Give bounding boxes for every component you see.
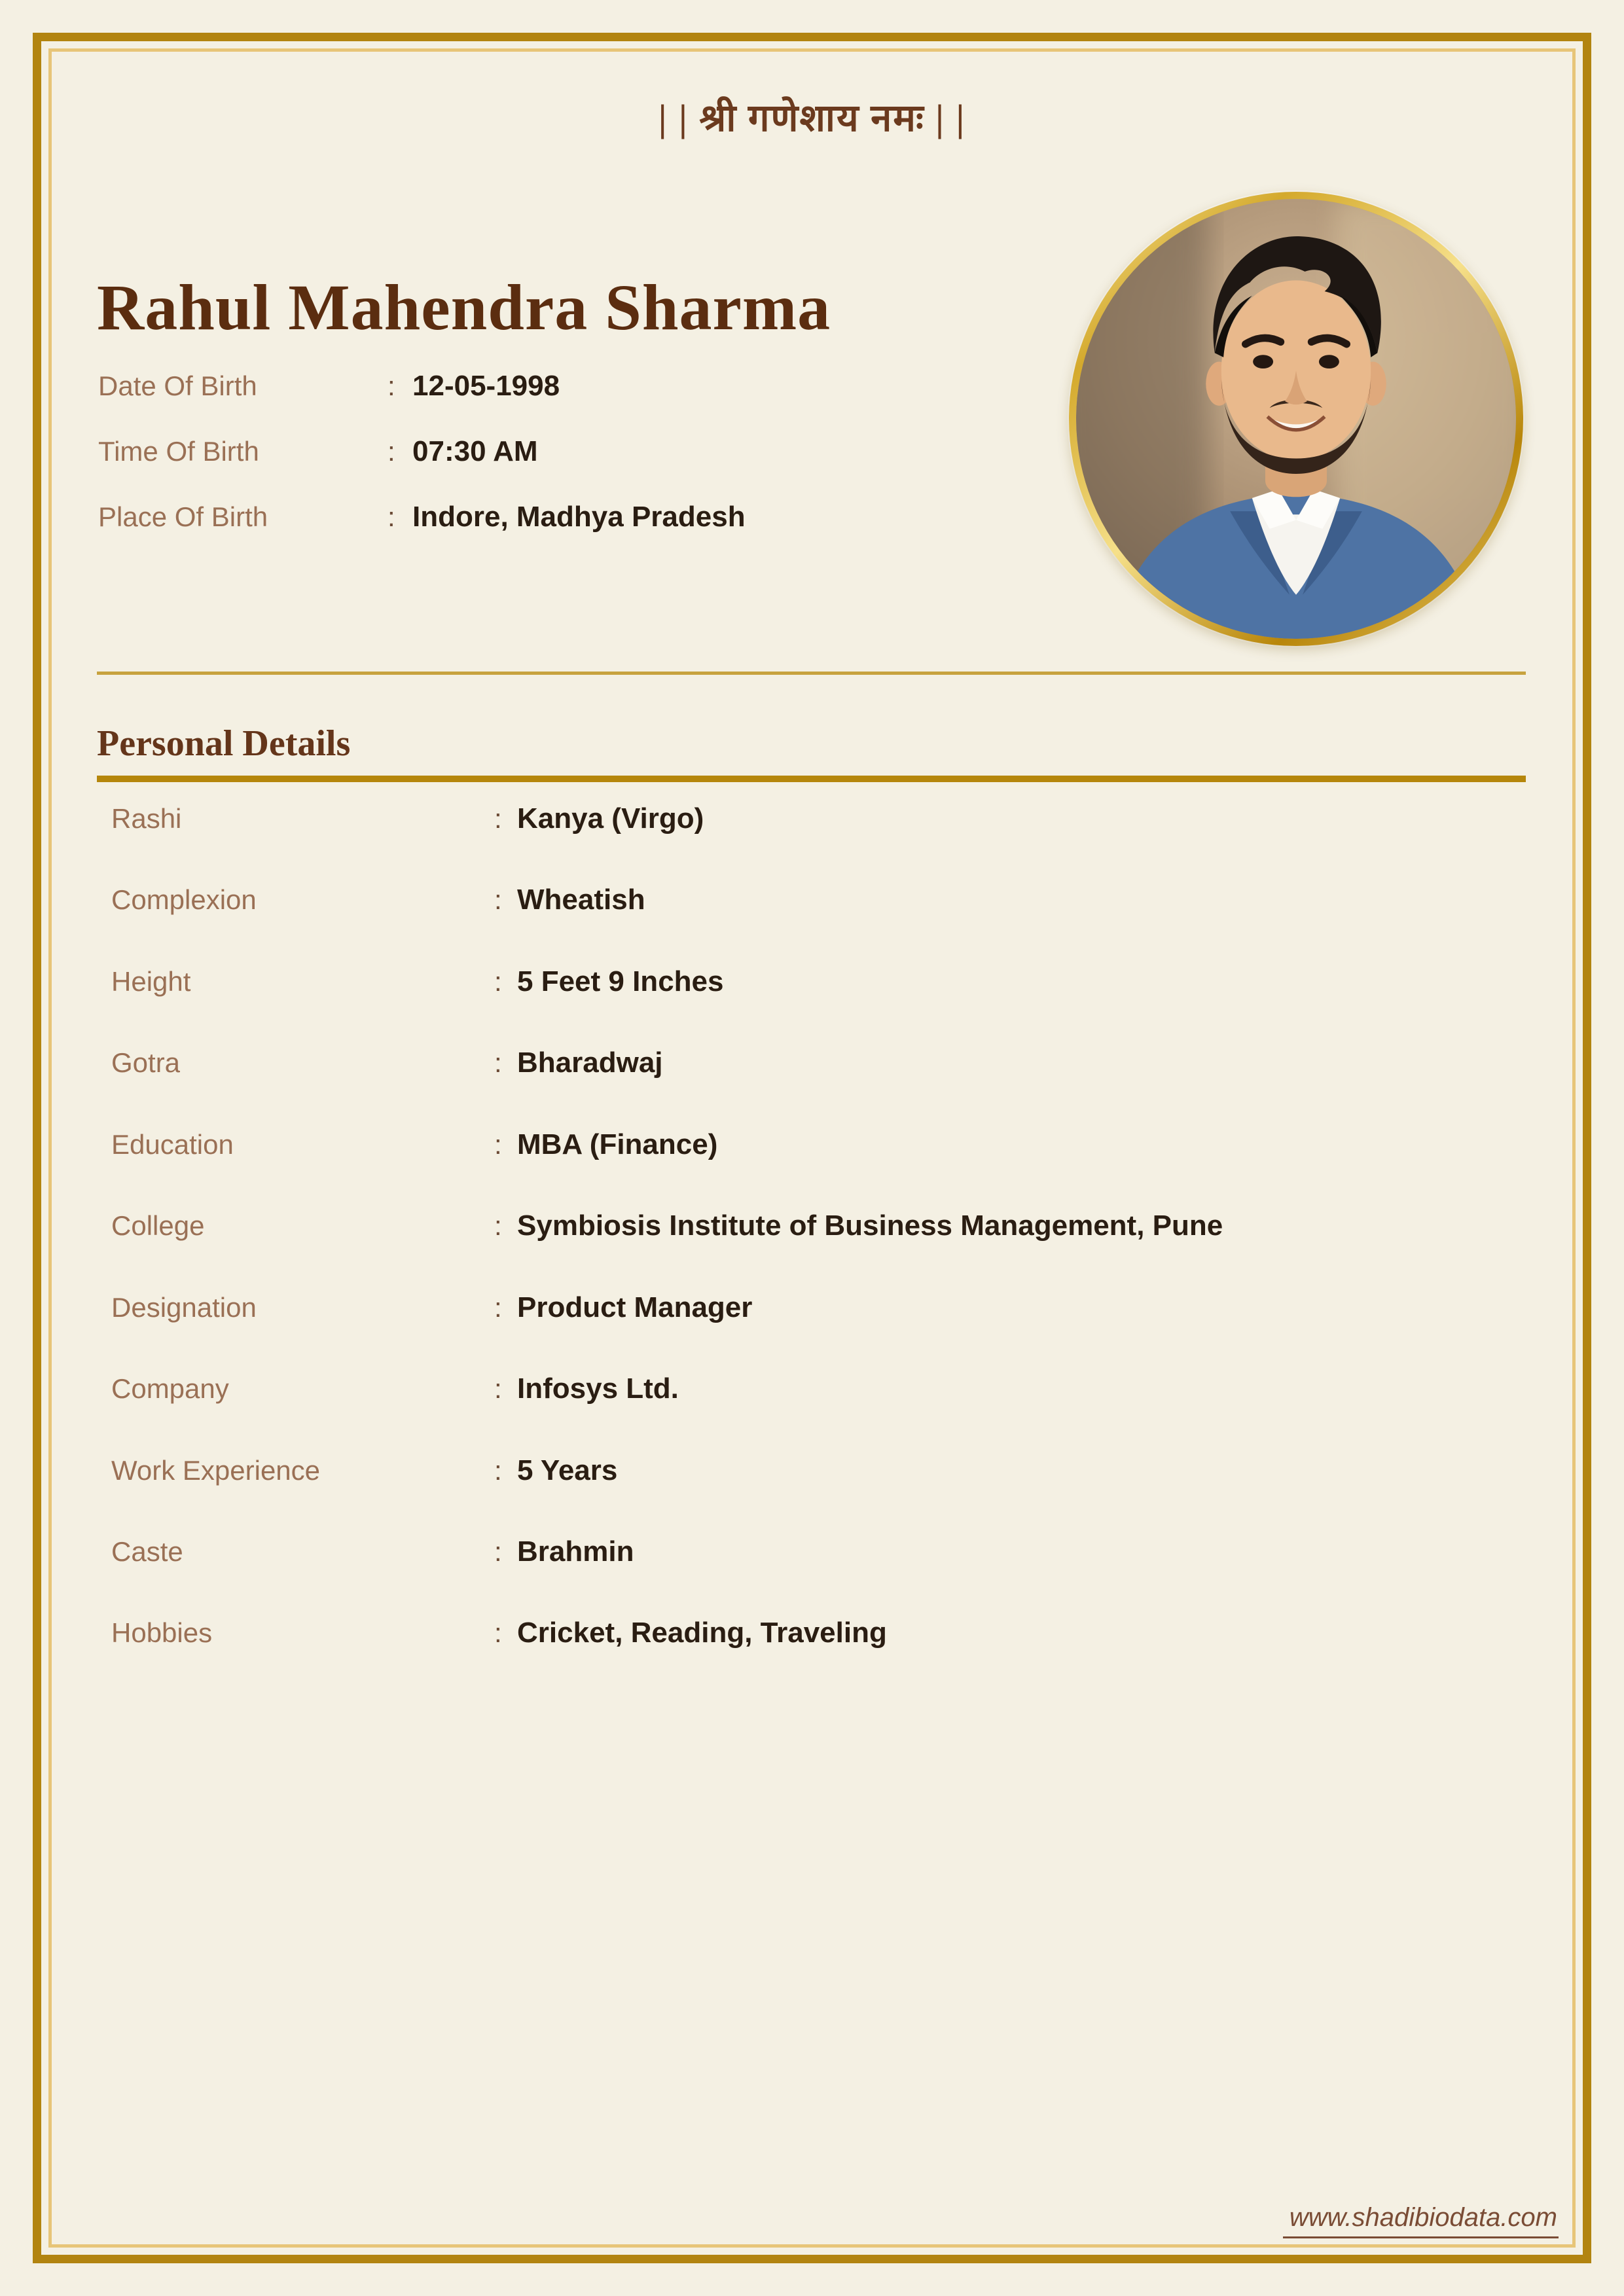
detail-row [111,884,1532,965]
colon-separator: : [494,1047,502,1079]
field-label: Gotra [111,1047,181,1079]
field-value: Bharadwaj [517,1047,663,1079]
field-value: Brahmin [517,1535,634,1568]
colon-separator: : [494,1128,502,1160]
field-value: Symbiosis Institute of Business Management, Pune [517,1210,1223,1242]
field-label: Date Of Birth [98,370,257,401]
field-value: 5 Years [517,1454,618,1486]
field-value: Indore, Madhya Pradesh [412,501,746,533]
profile-photo-illustration [1076,199,1516,639]
field-label: Work Experience [111,1454,321,1486]
detail-row [111,1210,1532,1291]
colon-separator: : [494,1535,502,1567]
colon-separator: : [494,1210,502,1242]
field-value: Kanya (Virgo) [517,802,704,834]
colon-separator: : [494,803,502,834]
field-label: Time Of Birth [98,436,259,467]
field-value: Cricket, Reading, Traveling [517,1617,887,1649]
colon-separator: : [494,1454,502,1486]
field-value: 5 Feet 9 Inches [517,965,724,997]
detail-row [111,965,1532,1047]
birth-details-list [98,370,1054,566]
colon-separator: : [494,884,502,916]
footer-website-link[interactable]: www.shadibiodata.com [1283,2203,1559,2238]
field-label: Education [111,1128,234,1160]
field-value: 12-05-1998 [412,370,560,402]
colon-separator: : [494,965,502,997]
header-divider-line [97,672,1526,675]
photo-gold-ring [1069,192,1523,646]
section-underline [97,776,1526,782]
colon-separator: : [388,501,395,532]
field-label: Place Of Birth [98,501,268,532]
field-label: Company [111,1373,229,1405]
colon-separator: : [494,1373,502,1405]
field-label: Complexion [111,884,257,916]
ganesh-invocation: | | श्री गणेशाय नमः | | [658,97,966,139]
colon-separator: : [388,370,395,401]
field-label: Caste [111,1535,183,1567]
field-label: Hobbies [111,1617,213,1649]
field-value: Wheatish [517,884,645,916]
colon-separator: : [494,1617,502,1649]
detail-row [111,802,1532,884]
personal-details-list [111,802,1532,1698]
field-value: Product Manager [517,1291,753,1323]
personal-details-title: Personal Details [97,723,351,764]
field-value: MBA (Finance) [517,1128,718,1160]
detail-row [111,1454,1532,1535]
detail-row [111,1128,1532,1210]
colon-separator: : [494,1291,502,1323]
field-label: Height [111,965,191,997]
profile-photo [1076,199,1516,639]
detail-row [98,501,1054,566]
detail-row [98,370,1054,435]
detail-row [111,1535,1532,1617]
field-label: Designation [111,1291,257,1323]
detail-row [111,1617,1532,1698]
detail-row [111,1291,1532,1372]
candidate-name: Rahul Mahendra Sharma [97,271,831,344]
field-label: College [111,1210,205,1242]
field-label: Rashi [111,803,182,834]
detail-row [111,1047,1532,1128]
detail-row [98,435,1054,501]
field-value: 07:30 AM [412,435,538,467]
colon-separator: : [388,436,395,467]
detail-row [111,1372,1532,1454]
field-value: Infosys Ltd. [517,1372,679,1405]
